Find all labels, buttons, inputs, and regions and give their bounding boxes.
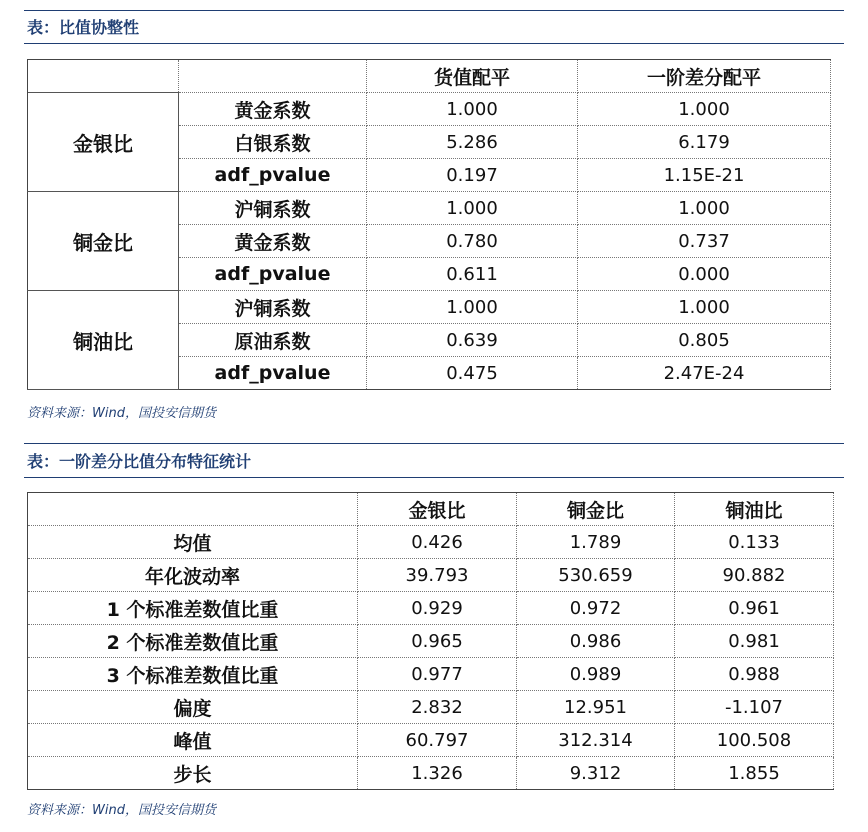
group-label: 铜油比 [28,291,179,390]
table-row [28,625,834,658]
row-label: 步长 [28,757,358,790]
value-cell: 0.961 [675,592,834,625]
value-cell: 0.805 [578,324,831,357]
value-cell: 90.882 [675,559,834,592]
value-cell: 1.15E-21 [578,159,831,192]
value-cell: 60.797 [358,724,517,757]
value-cell: 0.611 [367,258,578,291]
table-row [28,658,834,691]
value-cell: 100.508 [675,724,834,757]
row-label: 沪铜系数 [179,192,367,225]
header-cell-blank [179,60,367,93]
value-cell: 0.989 [517,658,675,691]
table1-title: 表：比值协整性 [27,18,140,37]
value-cell: 0.133 [675,526,834,559]
table-row [28,757,834,790]
value-cell: 0.639 [367,324,578,357]
value-cell: 0.977 [358,658,517,691]
table2-source: 资料来源：Wind，国投安信期货 [27,803,216,818]
table-header-row [28,493,834,526]
row-label: 黄金系数 [179,225,367,258]
row-label: adf_pvalue [179,357,367,390]
value-cell: 0.986 [517,625,675,658]
value-cell: 9.312 [517,757,675,790]
value-cell: 6.179 [578,126,831,159]
value-cell: 12.951 [517,691,675,724]
value-cell: -1.107 [675,691,834,724]
value-cell: 0.197 [367,159,578,192]
table-row [28,291,831,324]
header-cell: 铜金比 [517,493,675,526]
row-label: 白银系数 [179,126,367,159]
value-cell: 0.737 [578,225,831,258]
value-cell: 0.988 [675,658,834,691]
title-rule-1 [24,43,844,44]
row-label: 1 个标准差数值比重 [28,592,358,625]
row-label: 沪铜系数 [179,291,367,324]
value-cell: 1.000 [578,291,831,324]
row-label: adf_pvalue [179,159,367,192]
table-row [28,526,834,559]
row-label: adf_pvalue [179,258,367,291]
value-cell: 5.286 [367,126,578,159]
value-cell: 530.659 [517,559,675,592]
row-label: 年化波动率 [28,559,358,592]
cointegration-table [27,59,831,390]
table-row [28,559,834,592]
distribution-stats-table [27,492,834,790]
value-cell: 0.972 [517,592,675,625]
header-cell-value-balanced: 货值配平 [367,60,578,93]
group-label: 铜金比 [28,192,179,291]
table-row [28,592,834,625]
value-cell: 0.475 [367,357,578,390]
value-cell: 2.832 [358,691,517,724]
value-cell: 0.780 [367,225,578,258]
row-label: 黄金系数 [179,93,367,126]
value-cell: 1.326 [358,757,517,790]
row-label: 峰值 [28,724,358,757]
table1-source: 资料来源：Wind，国投安信期货 [27,406,216,421]
value-cell: 0.981 [675,625,834,658]
header-cell-blank [28,493,358,526]
header-cell-blank [28,60,179,93]
value-cell: 1.000 [367,93,578,126]
value-cell: 0.426 [358,526,517,559]
table-row [28,691,834,724]
row-label: 均值 [28,526,358,559]
table-row [28,724,834,757]
row-label: 偏度 [28,691,358,724]
table2-title: 表：一阶差分比值分布特征统计 [27,452,252,471]
value-cell: 1.000 [578,93,831,126]
row-label: 2 个标准差数值比重 [28,625,358,658]
table-row [28,93,831,126]
title-rule-2 [24,477,844,478]
top-rule-2 [24,443,844,444]
value-cell: 1.000 [367,291,578,324]
value-cell: 0.000 [578,258,831,291]
table-header-row [28,60,831,93]
header-cell-diff-balanced: 一阶差分配平 [578,60,831,93]
top-rule-1 [24,10,844,11]
row-label: 3 个标准差数值比重 [28,658,358,691]
value-cell: 39.793 [358,559,517,592]
value-cell: 0.929 [358,592,517,625]
value-cell: 1.000 [367,192,578,225]
header-cell: 金银比 [358,493,517,526]
header-cell: 铜油比 [675,493,834,526]
value-cell: 1.789 [517,526,675,559]
row-label: 原油系数 [179,324,367,357]
value-cell: 1.000 [578,192,831,225]
value-cell: 2.47E-24 [578,357,831,390]
group-label: 金银比 [28,93,179,192]
value-cell: 0.965 [358,625,517,658]
table-row [28,192,831,225]
value-cell: 1.855 [675,757,834,790]
value-cell: 312.314 [517,724,675,757]
